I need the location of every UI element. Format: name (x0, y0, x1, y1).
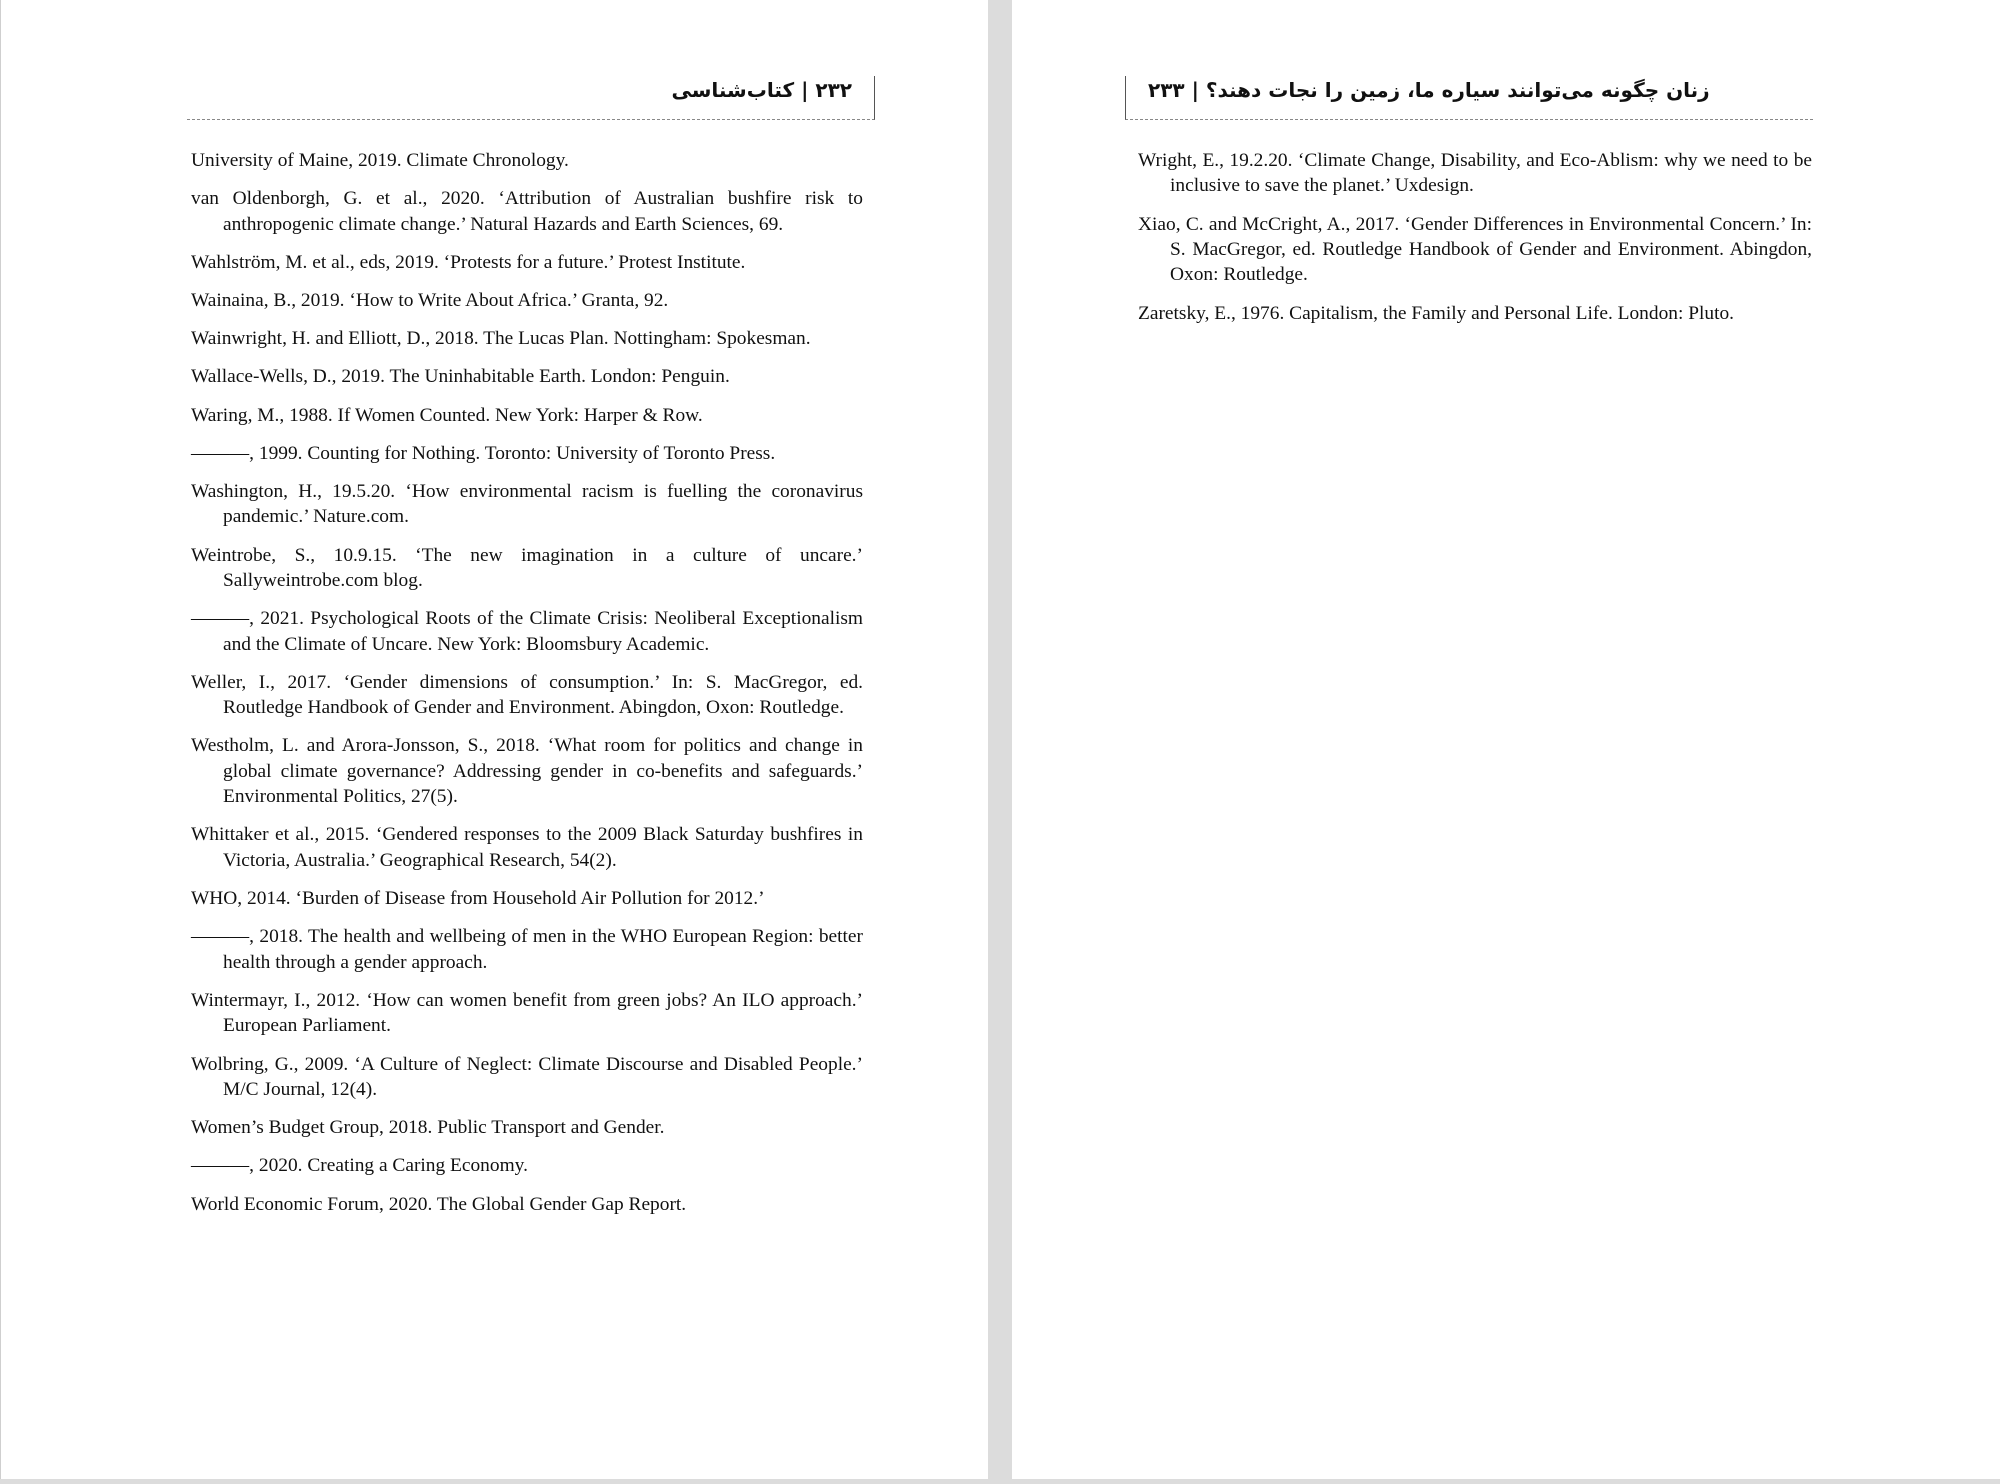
reference-entry: World Economic Forum, 2020. The Global Gender Gap Report. (191, 1193, 687, 1215)
reference-entry: Washington, H., 19.5.20. ‘How environmental racism is fuelling the coronavirus pandemic.’ Nature.com. (191, 481, 863, 528)
bibliography-list-right (1138, 148, 1812, 339)
reference-entry: Weller, I., 2017. ‘Gender dimensions of consumption.’ In: S. MacGregor, ed. Routledge Handbook of Gender and Environment. Abingdon, Oxon: Routledge. (191, 671, 863, 719)
reference-entry: Westholm, L. and Arora-Jonsson, S., 2018. ‘What room for politics and change in global climate governance? Addressing gender in co-benefits and safeguards.’ Environmental Politics, 27(5). (191, 735, 863, 808)
reference-entry: Xiao, C. and McCright, A., 2017. ‘Gender Differences in Environmental Concern.’ In: S. MacGregor, ed. Routledge Handbook of Gender and Environment. Abingdon, Oxon: Routledge. (1138, 213, 1812, 286)
running-head-right (1125, 76, 1813, 120)
reference-entry: van Oldenborgh, G. et al., 2020. ‘Attribution of Australian bushfire risk to anthropogenic climate change.’ Natural Hazards and Earth Sciences, 69. (191, 188, 863, 235)
reference-entry: ———, 2020. Creating a Caring Economy. (191, 1155, 528, 1177)
reference-entry: Whittaker et al., 2015. ‘Gendered responses to the 2009 Black Saturday bushfires in Victoria, Australia.’ Geographical Research, 54(2). (191, 824, 863, 871)
reference-entry: University of Maine, 2019. Climate Chronology. (191, 150, 569, 171)
reference-entry: ———, 1999. Counting for Nothing. Toronto: University of Toronto Press. (191, 442, 776, 464)
bibliography-list-left (191, 148, 863, 1230)
reference-entry: ———, 2021. Psychological Roots of the Climate Crisis: Neoliberal Exceptionalism and the Climate of Uncare. New York: Bloomsbury Academic. (191, 608, 863, 655)
reference-entry: Waring, M., 1988. If Women Counted. New York: Harper & Row. (191, 404, 703, 426)
running-head-left-text: ۲۳۲ | کتاب‌شناسی (671, 78, 852, 102)
reference-entry: Zaretsky, E., 1976. Capitalism, the Family and Personal Life. London: Pluto. (1138, 302, 1734, 324)
reference-entry: Wintermayr, I., 2012. ‘How can women benefit from green jobs? An ILO approach.’ European Parliament. (191, 989, 863, 1037)
reference-entry: WHO, 2014. ‘Burden of Disease from Household Air Pollution for 2012.’ (191, 888, 765, 910)
running-head-right-text: زنان چگونه می‌توانند سیاره ما، زمین را نجات دهند؟ | ۲۳۳ (1148, 78, 1710, 102)
left-page (0, 0, 988, 1479)
reference-entry: Women’s Budget Group, 2018. Public Transport and Gender. (191, 1117, 665, 1139)
reference-entry: Wolbring, G., 2009. ‘A Culture of Neglect: Climate Discourse and Disabled People.’ M/C Journal, 12(4). (191, 1053, 863, 1100)
reference-entry: Wahlström, M. et al., eds, 2019. ‘Protests for a future.’ Protest Institute. (191, 251, 746, 273)
right-page (1012, 0, 2000, 1479)
reference-entry: Wainaina, B., 2019. ‘How to Write About Africa.’ Granta, 92. (191, 290, 669, 312)
reference-entry: Wallace-Wells, D., 2019. The Uninhabitable Earth. London: Penguin. (191, 366, 730, 388)
reference-entry: Wainwright, H. and Elliott, D., 2018. The Lucas Plan. Nottingham: Spokesman. (191, 328, 811, 350)
running-head-left (187, 76, 875, 120)
reference-entry: Wright, E., 19.2.20. ‘Climate Change, Disability, and Eco-Ablism: why we need to be inclusive to save the planet.’ Uxdesign. (1138, 150, 1812, 197)
reference-entry: Weintrobe, S., 10.9.15. ‘The new imagination in a culture of uncare.’ Sallyweintrobe.com blog. (191, 544, 863, 592)
reference-entry: ———, 2018. The health and wellbeing of men in the WHO European Region: better health through a gender approach. (191, 926, 863, 973)
